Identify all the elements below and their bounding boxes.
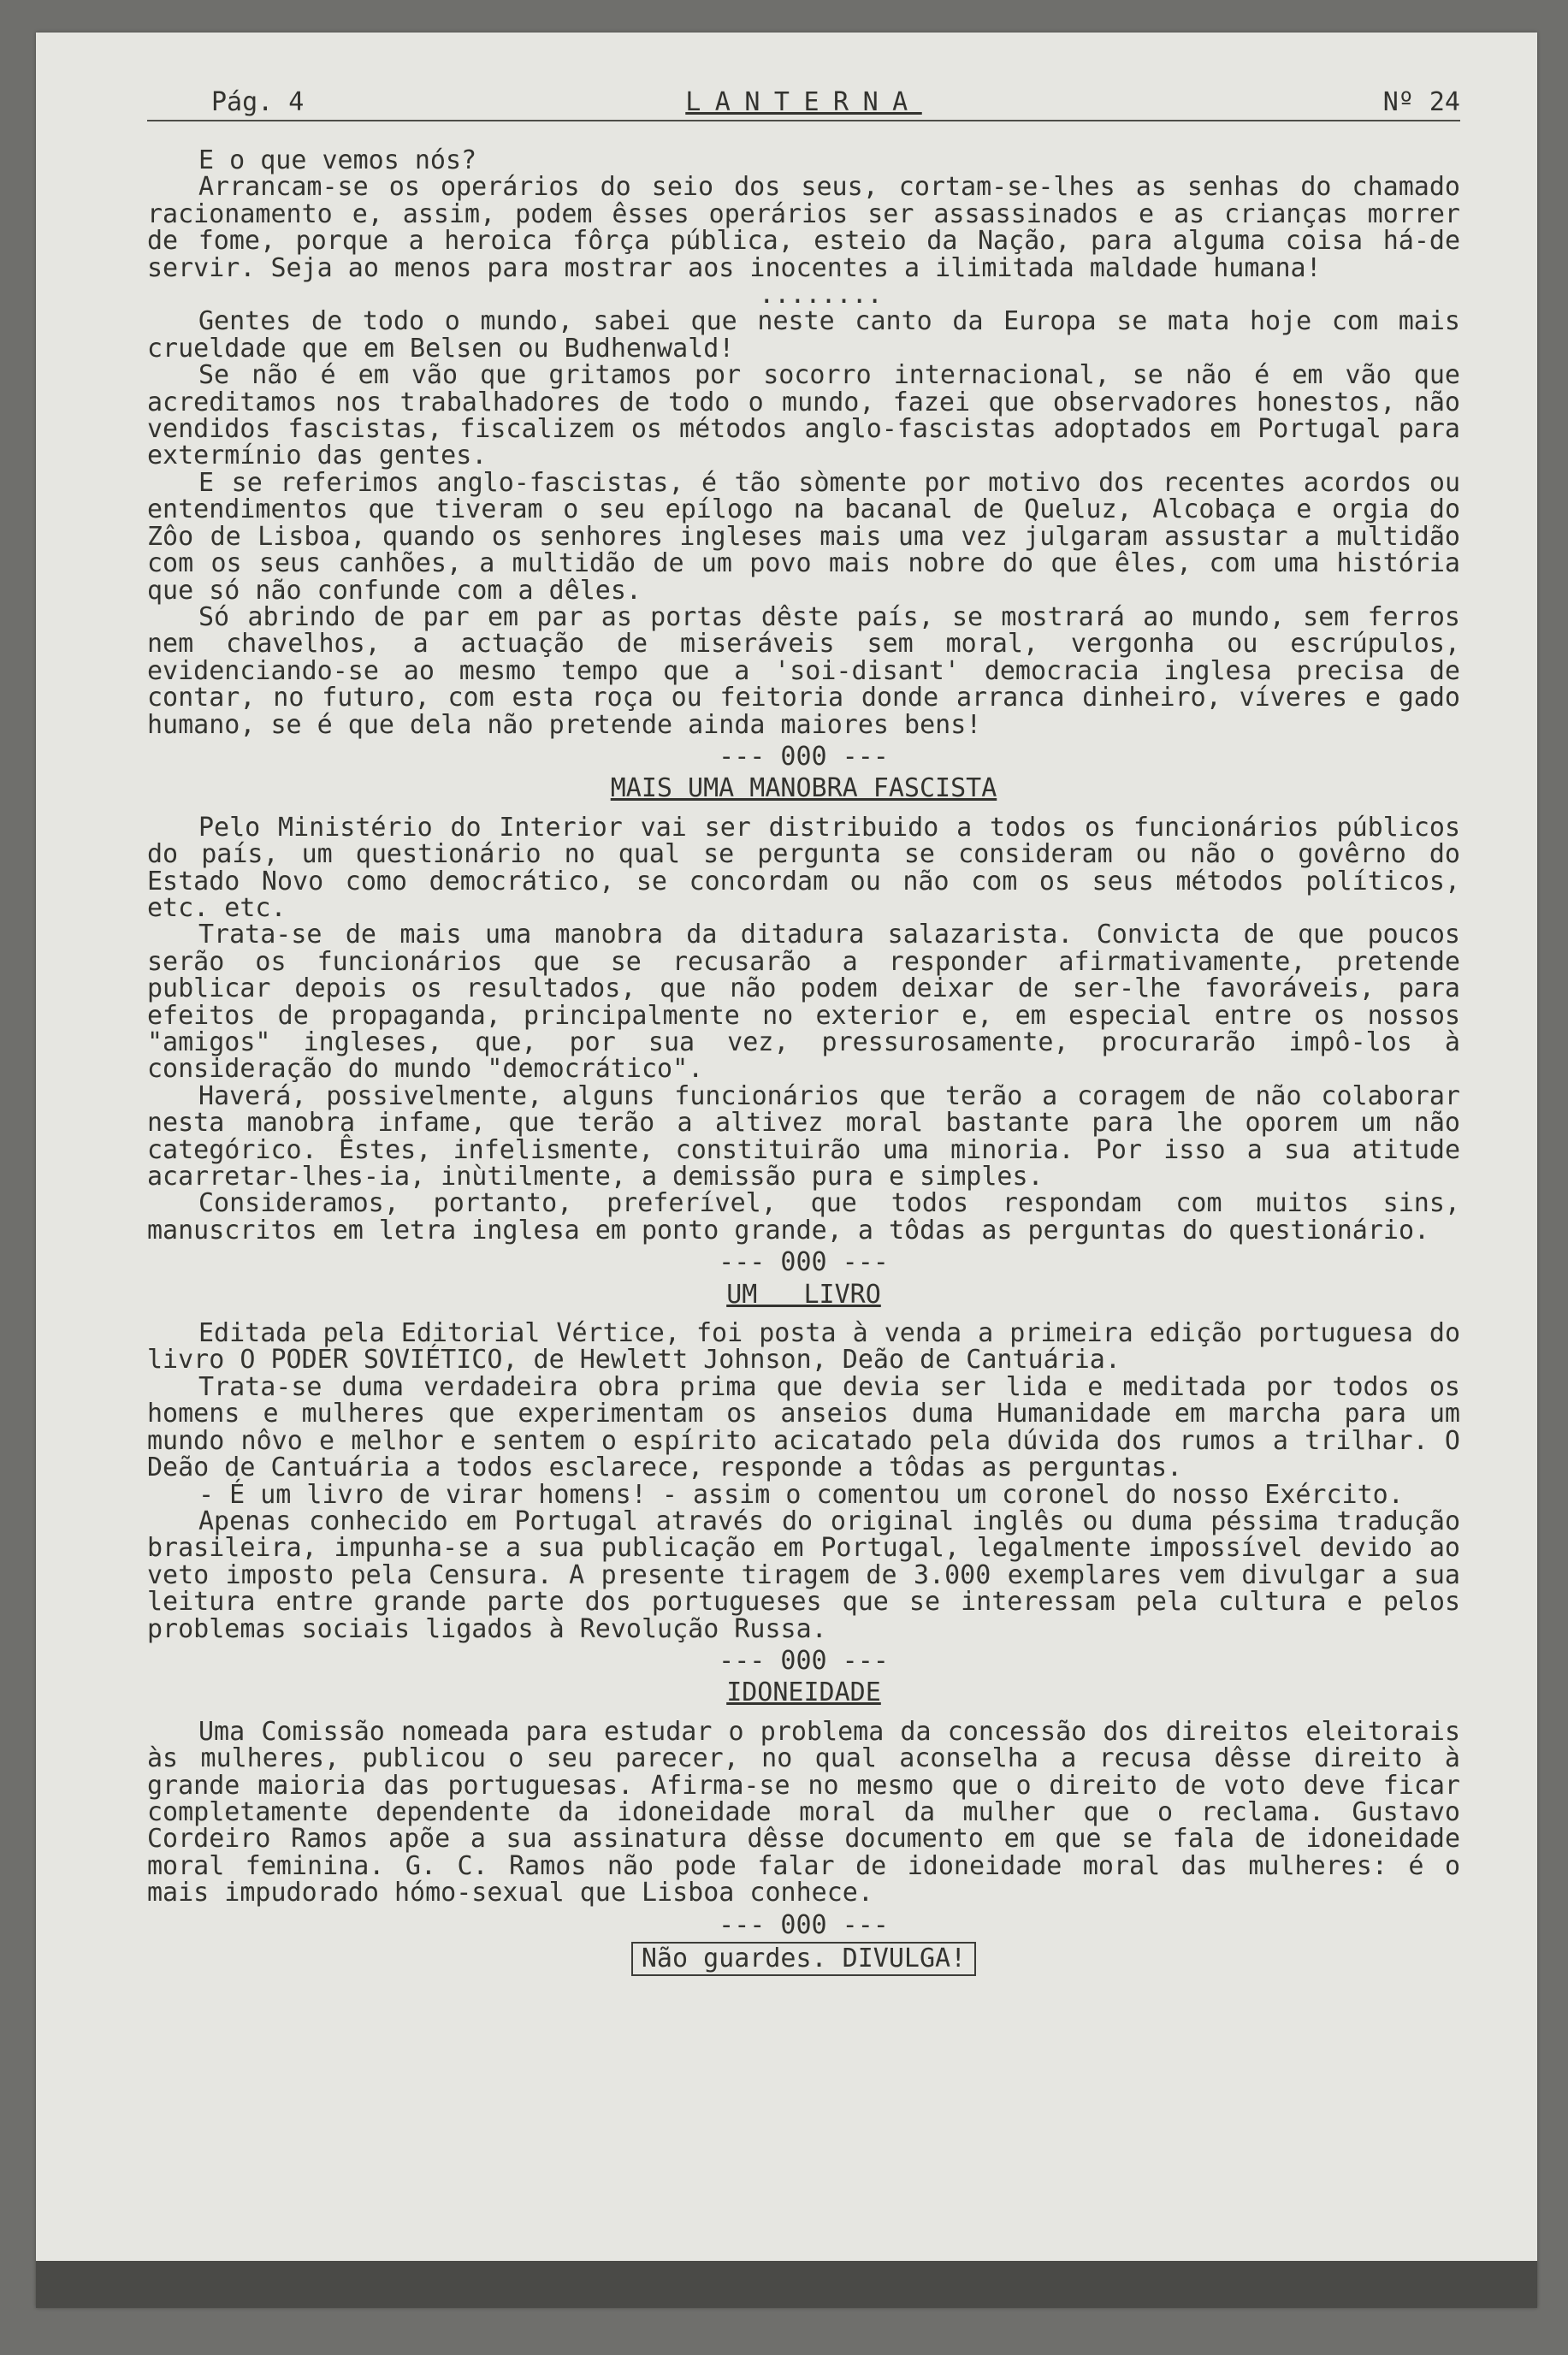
page-number: Pág. 4 <box>211 87 305 117</box>
intro-paragraph: E se referimos anglo-fascistas, é tão sòmente por motivo dos recentes acordos ou entendimentos que tiveram o seu epílogo na bacanal de Queluz, Alcobaça e orgia do Zôo de Lisboa, quando os senhores ingleses mais uma vez julgaram assustar a multidão com os seus canhões, a multidão de um povo mais nobre do que êles, com uma história que só não confunde com a dêles. <box>147 467 1460 606</box>
issue-number: Nº 24 <box>1382 87 1460 117</box>
footer <box>147 1942 1460 1976</box>
intro-paragraph: Gentes de todo o mundo, sabei que neste canto da Europa se mata hoje com mais crueldade que em Belsen ou Budhenwald! <box>147 306 1460 364</box>
scan-bottom-strip <box>36 2261 1537 2308</box>
manobra-paragraph: Trata-se de mais uma manobra da ditadura salazarista. Convicta de que poucos serão os funcionários que se recusarão a responder afirmativamente, pretende publicar depois os resultados, que não podem deixar de ser-lhe favoráveis, para efeitos de propaganda, principalmente no exterior e, em especial entre os nossos "amigos" ingleses, que, por sua vez, pressurosamente, procurarão impô-los à consideração do mundo "democrático". <box>147 920 1460 1085</box>
intro-paragraph: Se não é em vão que gritamos por socorro internacional, se não é em vão que acreditamos nos trabalhadores de todo o mundo, fazei que observadores honestos, não vendidos fascistas, fiscalizem os métodos anglo-fascistas adoptados em Portugal para extermínio das gentes. <box>147 360 1460 471</box>
footer-slogan-box: Não guardes. DIVULGA! <box>631 1942 976 1976</box>
page-content <box>147 86 1460 1976</box>
section-title-manobra: MAIS UMA MANOBRA FASCISTA <box>610 773 997 804</box>
intro-paragraph: Só abrindo de par em par as portas dêste país, se mostrará ao mundo, sem ferros nem chavelhos, a actuação de miseráveis sem moral, vergonha ou escrúpulos, evidenciando-se ao mesmo tempo que a 'soi-disant' democracia inglesa precisa de contar, no futuro, com esta roça ou feitoria donde arranca dinheiro, víveres e gado humano, se é que dela não pretende ainda maiores bens! <box>147 601 1460 740</box>
livro-paragraph: Trata-se duma verdadeira obra prima que devia ser lida e meditada por todos os homens e mulheres que experimentam os anseios duma Humanidade em marcha para um mundo nôvo e melhor e sentem o espírito acicatado pela dúvida dos rumos a trilhar. O Deão de Cantuária a todos esclarece, responde a tôdas as perguntas. <box>147 1371 1460 1483</box>
manobra-paragraph: Pelo Ministério do Interior vai ser distribuido a todos os funcionários públicos do país, um questionário no qual se pergunta se consideram ou não o govêrno do Estado Novo como democrático, se concordam ou não com os seus métodos políticos, etc. etc. <box>147 812 1460 923</box>
manobra-paragraph: Haverá, possivelmente, alguns funcionários que terão a coragem de não colaborar nesta manobra infame, que terão a altivez moral bastante para lhe oporem um não categórico. Êstes, infelismente, constituirão uma minoria. Por isso a sua atitude acarretar-lhes-ia, inùtilmente, a demissão pura e simples. <box>147 1080 1460 1192</box>
intro-paragraph: E o que vemos nós? <box>198 145 477 175</box>
newspaper-page <box>36 33 1537 2308</box>
livro-paragraph: Editada pela Editorial Vértice, foi posta à venda a primeira edição portuguesa do livro O PODER SOVIÉTICO, de Hewlett Johnson, Deão de Cantuária. <box>147 1318 1460 1376</box>
section-title-livro: UM LIVRO <box>726 1279 881 1310</box>
section-title-idoneidade: IDONEIDADE <box>726 1677 881 1708</box>
livro-paragraph: Apenas conhecido em Portugal através do original inglês ou duma péssima tradução brasileira, impunha-se a sua publicação em Portugal, legalmente impossível devido ao veto imposto pela Censura. A presente tiragem de 3.000 exemplares vem divulgar a sua leitura entre grande parte dos portugueses que se interessam pela cultura e pelos problemas sociais ligados à Revolução Russa. <box>147 1506 1460 1644</box>
manobra-paragraph: Consideramos, portanto, preferível, que todos respondam com muitos sins, manuscritos em letra inglesa em ponto grande, a tôdas as perguntas do questionário. <box>147 1188 1460 1246</box>
page-header <box>147 86 1460 121</box>
section-separator: --- 000 --- <box>719 741 889 772</box>
section-separator: --- 000 --- <box>719 1645 889 1676</box>
intro-paragraph: Arrancam-se os operários do seio dos seus, cortam-se-lhes as senhas do chamado racionamento e, assim, podem êsses operários ser assassinados e as crianças morrer de fome, porque a heroica fôrça pública, esteio da Nação, para alguma coisa há-de servir. Seja ao menos para mostrar aos inocentes a ilimitada maldade humana! <box>147 172 1460 283</box>
newspaper-title: LANTERNA <box>685 87 922 117</box>
section-separator: --- 000 --- <box>719 1909 889 1940</box>
dots-divider: ........ <box>759 280 883 311</box>
section-separator: --- 000 --- <box>719 1247 889 1278</box>
livro-paragraph: - É um livro de virar homens! - assim o comentou um coronel do nosso Exército. <box>198 1479 1404 1510</box>
idoneidade-paragraph: Uma Comissão nomeada para estudar o problema da concessão dos direitos eleitorais às mulheres, publicou o seu parecer, no qual aconselha a recusa dêsse direito à grande maioria das portuguesas. Afirma-se no mesmo que o direito de voto deve ficar completamente dependente da idoneidade moral da mulher que o reclama. Gustavo Cordeiro Ramos apõe a sua assinatura dêsse documento em que se fala de idoneidade moral feminina. G. C. Ramos não pode falar de idoneidade moral das mulheres: é o mais impudorado hómo-sexual que Lisboa conhece. <box>147 1716 1460 1908</box>
